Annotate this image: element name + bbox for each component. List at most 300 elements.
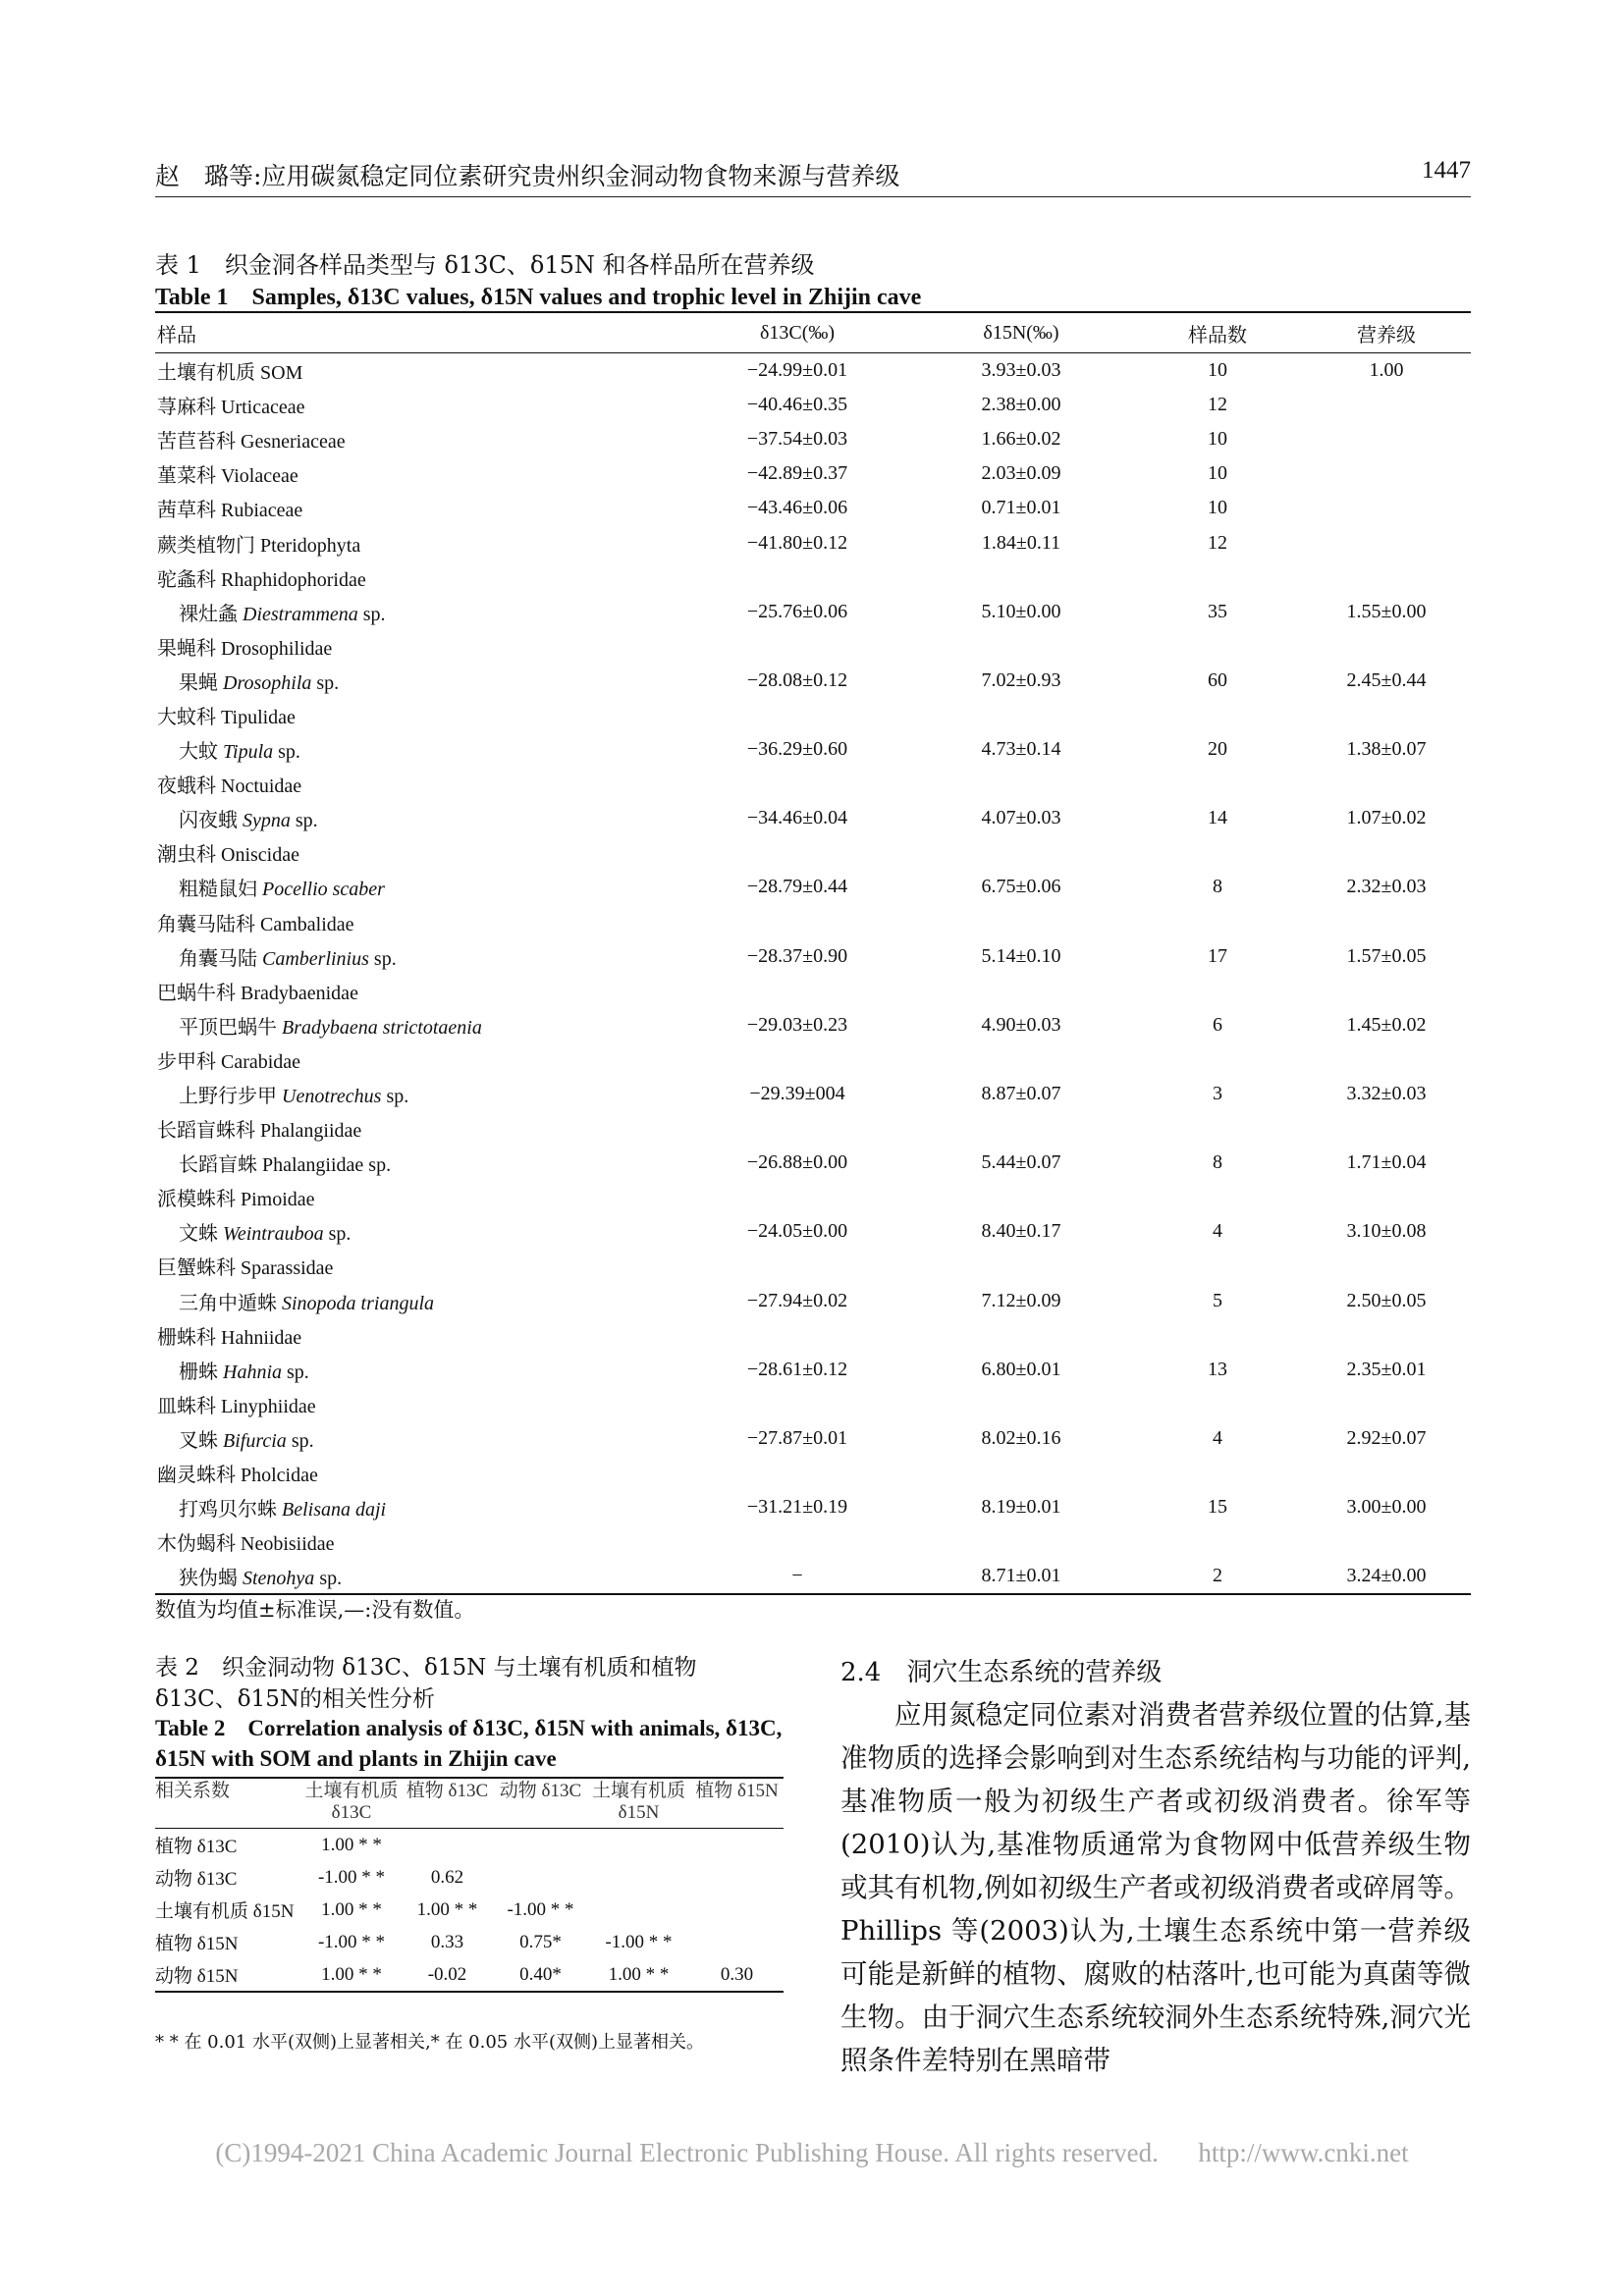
table2-caption-cn: 表 2 织金洞动物 δ13C、δ15N 与土壤有机质和植物 δ13C、δ15N的相关性分析 — [155, 1655, 697, 1712]
table1-d13c-cell — [685, 974, 909, 1008]
table2-value-cell — [690, 1894, 784, 1926]
table1-sample-cell — [155, 1318, 685, 1353]
sample-name: 果蝇 — [179, 671, 223, 694]
table1-trophic-cell: 1.00 — [1369, 359, 1404, 382]
table1-d15n-cell — [909, 561, 1133, 595]
table2-row — [155, 1829, 784, 1862]
table1-sample-cell — [155, 595, 685, 629]
table1-row — [155, 561, 1471, 595]
table1-d13c-cell — [685, 905, 909, 939]
table1-col-d15n: δ15N(‰) — [983, 321, 1059, 344]
table1-count-cell: 8 — [1213, 876, 1222, 898]
table1-d13c-cell: −36.29±0.60 — [746, 738, 848, 761]
table1-d13c-cell — [685, 629, 909, 664]
sample-name: 夜蛾科 Noctuidae — [157, 775, 302, 798]
table1-count-cell: 10 — [1208, 428, 1227, 451]
table1-d15n-cell — [909, 1318, 1133, 1353]
table2-value-cell: 1.00 * * — [321, 1898, 382, 1920]
sample-name: 潮虫科 Oniscidae — [157, 844, 299, 867]
table1-sample-cell — [155, 767, 685, 801]
sample-name-suffix: sp. — [314, 1568, 343, 1590]
table1-d15n-cell: 8.19±0.01 — [981, 1496, 1061, 1519]
table1-trophic-cell — [1302, 767, 1471, 801]
table1-d15n-cell — [909, 1524, 1133, 1559]
sample-name: 栅蛛 — [179, 1361, 223, 1383]
table1-sample-cell — [155, 905, 685, 939]
table2-value-cell — [587, 1894, 690, 1926]
table1-col-d13c: δ13C(‰) — [759, 321, 836, 344]
table1-row — [155, 1456, 1471, 1490]
table1-d13c-cell: −28.37±0.90 — [746, 944, 848, 967]
table1-sample-cell — [155, 664, 685, 698]
table1-d13c-cell — [685, 1042, 909, 1077]
table2-row — [155, 1926, 784, 1958]
table1-d13c-cell: −29.03±0.23 — [746, 1013, 848, 1036]
table1-row — [155, 1524, 1471, 1559]
page-number: 1447 — [1422, 157, 1471, 184]
table1-sample-cell — [155, 1146, 685, 1180]
table1-row — [155, 1146, 1471, 1180]
table1-sample-cell — [155, 1180, 685, 1214]
sample-scientific-name: Drosophila — [223, 671, 312, 694]
table1-count-cell — [1133, 767, 1302, 801]
table1-row — [155, 767, 1471, 801]
table1-sample-cell — [155, 561, 685, 595]
table1-trophic-cell: 2.92±0.07 — [1346, 1426, 1427, 1449]
sample-scientific-name: Bifurcia — [223, 1429, 287, 1452]
table1-count-cell — [1133, 1111, 1302, 1146]
table2-value-cell — [401, 1829, 494, 1862]
table1-d15n-cell: 7.12±0.09 — [981, 1289, 1061, 1311]
table2-row — [155, 1958, 784, 1992]
table1-d13c-cell — [685, 1249, 909, 1283]
table1-row — [155, 1559, 1471, 1594]
table1-d13c-cell: −27.87±0.01 — [746, 1426, 848, 1449]
table1-d13c-cell — [685, 1180, 909, 1214]
table1-trophic-cell — [1302, 491, 1471, 525]
table1-trophic-cell: 2.32±0.03 — [1346, 876, 1427, 898]
sample-name: 步甲科 Carabidae — [157, 1050, 301, 1073]
table1-row — [155, 1318, 1471, 1353]
table1-d15n-cell: 8.87±0.07 — [981, 1083, 1061, 1105]
sample-name: 派模蛛科 Pimoidae — [157, 1189, 315, 1211]
table1-row — [155, 388, 1471, 422]
footer-url[interactable]: http://www.cnki.net — [1198, 2138, 1409, 2167]
sample-scientific-name: Diestrammena — [243, 603, 358, 625]
table1-d13c-cell: −31.21±0.19 — [746, 1496, 848, 1519]
table1-trophic-cell — [1302, 561, 1471, 595]
table1-count-cell — [1133, 1180, 1302, 1214]
table1-row — [155, 525, 1471, 560]
sample-scientific-name: Belisana daji — [282, 1499, 387, 1522]
table1-col-trophic: 营养级 — [1357, 324, 1416, 347]
table1-count-cell: 15 — [1208, 1496, 1227, 1519]
sample-name: 堇菜科 Violaceae — [157, 465, 298, 488]
table1-trophic-cell: 3.10±0.08 — [1346, 1220, 1427, 1243]
table2-value-cell — [587, 1829, 690, 1862]
table2-value-cell: 1.00 * * — [321, 1834, 382, 1855]
table2-value-cell: -1.00 * * — [317, 1931, 386, 1952]
table1-trophic-cell — [1302, 629, 1471, 664]
sample-name: 巨蟹蛛科 Sparassidae — [157, 1257, 334, 1280]
table2-value-cell: 1.00 * * — [321, 1963, 382, 1985]
sample-name: 大蚊 — [179, 741, 223, 764]
table1-trophic-cell: 2.50±0.05 — [1346, 1289, 1427, 1311]
table1-count-cell: 10 — [1208, 359, 1227, 382]
table1-d15n-cell: 6.80±0.01 — [981, 1358, 1061, 1380]
table1-d15n-cell — [909, 835, 1133, 870]
table1-trophic-cell — [1302, 1524, 1471, 1559]
table1-count-cell — [1133, 1387, 1302, 1421]
table1-sample-cell — [155, 939, 685, 974]
table2-value-cell: 0.62 — [430, 1866, 464, 1888]
table1-count-cell: 2 — [1213, 1565, 1222, 1587]
table1-count-cell — [1133, 1456, 1302, 1490]
table1-row — [155, 1353, 1471, 1387]
table1-d15n-cell: 3.93±0.03 — [981, 359, 1061, 382]
table2-row-label: 动物 δ13C — [155, 1869, 238, 1890]
table1-sample-cell — [155, 1249, 685, 1283]
table1-note: 数值为均值±标准误,—:没有数值。 — [155, 1598, 475, 1622]
table2-row-label: 植物 δ15N — [155, 1934, 239, 1954]
table1-sample-cell — [155, 1456, 685, 1490]
table1-sample-cell — [155, 1042, 685, 1077]
table1-d13c-cell: −28.79±0.44 — [746, 876, 848, 898]
table1-sample-cell — [155, 422, 685, 456]
sample-name: 裸灶螽 — [179, 603, 243, 625]
table2-col-plant-d15n: 植物 δ15N — [695, 1781, 779, 1801]
table1-sample-cell — [155, 1524, 685, 1559]
table1-d15n-cell: 6.75±0.06 — [981, 876, 1061, 898]
table2-value-cell — [690, 1829, 784, 1862]
table1-row — [155, 1490, 1471, 1524]
table1-header-row — [155, 312, 1471, 353]
footer-copyright: (C)1994-2021 China Academic Journal Electronic Publishing House. All rights reserved. — [215, 2138, 1159, 2167]
table1-trophic-cell — [1302, 456, 1471, 491]
sample-name: 大蚊科 Tipulidae — [157, 706, 296, 728]
table1-count-cell — [1133, 835, 1302, 870]
table1-trophic-cell: 3.00±0.00 — [1346, 1496, 1427, 1519]
table1-row — [155, 629, 1471, 664]
table1-d13c-cell — [685, 767, 909, 801]
table1-row — [155, 1249, 1471, 1283]
table1-d15n-cell — [909, 698, 1133, 732]
table1-trophic-cell — [1302, 1318, 1471, 1353]
table1-row — [155, 801, 1471, 835]
table1-trophic-cell: 1.57±0.05 — [1346, 944, 1427, 967]
table1-d15n-cell — [909, 1111, 1133, 1146]
table1-d13c-cell: −41.80±0.12 — [746, 531, 848, 554]
table1-sample-cell — [155, 353, 685, 389]
table1-sample-cell — [155, 835, 685, 870]
table1-row — [155, 974, 1471, 1008]
sample-name: 皿蛛科 Linyphiidae — [157, 1395, 316, 1417]
sample-scientific-name: Uenotrechus — [282, 1086, 382, 1108]
sample-scientific-name: Sypna — [243, 810, 291, 832]
table1-row — [155, 595, 1471, 629]
table1-d15n-cell — [909, 1042, 1133, 1077]
table1-count-cell — [1133, 1042, 1302, 1077]
table1-d15n-cell — [909, 905, 1133, 939]
table1-d13c-cell — [685, 1524, 909, 1559]
table1-row — [155, 1180, 1471, 1214]
sample-name: 驼螽科 Rhaphidophoridae — [157, 568, 366, 591]
table2-col-som-d13c: 土壤有机质 δ13C — [304, 1781, 399, 1823]
table1-trophic-cell — [1302, 974, 1471, 1008]
table1-trophic-cell — [1302, 698, 1471, 732]
table1-count-cell: 3 — [1213, 1083, 1222, 1105]
table1-d15n-cell: 8.71±0.01 — [981, 1565, 1061, 1587]
sample-scientific-name: Sinopoda triangula — [282, 1292, 435, 1314]
table1-sample-cell — [155, 629, 685, 664]
table1-col-sample: 样品 — [157, 324, 196, 347]
table2 — [155, 1777, 784, 1993]
table1-count-cell — [1133, 1318, 1302, 1353]
table1-d15n-cell — [909, 629, 1133, 664]
table1-count-cell — [1133, 905, 1302, 939]
table2-value-cell: 1.00 * * — [416, 1898, 478, 1920]
table2-header-row — [155, 1778, 784, 1829]
body-text — [840, 1693, 1471, 2082]
table2-row — [155, 1861, 784, 1894]
sample-name: 土壤有机质 SOM — [157, 362, 303, 385]
table1-sample-cell — [155, 1008, 685, 1042]
sample-name: 蕨类植物门 Pteridophyta — [157, 534, 361, 557]
sample-name: 幽灵蛛科 Pholcidae — [157, 1465, 318, 1487]
table1-d15n-cell — [909, 1456, 1133, 1490]
table2-value-cell: -0.02 — [427, 1963, 467, 1985]
table1-trophic-cell — [1302, 1249, 1471, 1283]
table1-row — [155, 422, 1471, 456]
table1-count-cell — [1133, 974, 1302, 1008]
table1-sample-cell — [155, 491, 685, 525]
table1-row — [155, 905, 1471, 939]
table1-row — [155, 698, 1471, 732]
table1-d15n-cell: 5.14±0.10 — [981, 944, 1061, 967]
table1-sample-cell — [155, 801, 685, 835]
sample-scientific-name: Weintrauboa — [223, 1223, 324, 1246]
table2-caption-en: Table 2 Correlation analysis of δ13C, δ15N with animals, δ13C, δ15N with SOM and plants in Zhijin cave — [155, 1716, 783, 1771]
table1-count-cell: 5 — [1213, 1289, 1222, 1311]
table1-d13c-cell — [685, 835, 909, 870]
sample-name: 苦苣苔科 Gesneriaceae — [157, 431, 346, 454]
footer — [0, 2138, 1624, 2168]
sample-name-suffix: sp. — [311, 671, 340, 694]
table1-count-cell: 4 — [1213, 1220, 1222, 1243]
table1-count-cell: 4 — [1213, 1426, 1222, 1449]
table1-d13c-cell — [685, 1318, 909, 1353]
table1-d13c-cell: −27.94±0.02 — [746, 1289, 848, 1311]
table1-d15n-cell: 5.10±0.00 — [981, 600, 1061, 622]
table2-body — [155, 1829, 784, 1993]
table1-d13c-cell — [685, 1111, 909, 1146]
table2-row-label: 土壤有机质 δ15N — [155, 1901, 295, 1922]
sample-scientific-name: Bradybaena strictotaenia — [282, 1016, 482, 1039]
table2-value-cell: 0.33 — [430, 1931, 464, 1952]
sample-name-suffix: sp. — [282, 1361, 309, 1383]
table1-d13c-cell: −25.76±0.06 — [746, 600, 848, 622]
table2-value-cell — [494, 1829, 587, 1862]
table1-sample-cell — [155, 1490, 685, 1524]
table1-row — [155, 664, 1471, 698]
sample-name: 果蝇科 Drosophilidae — [157, 637, 333, 660]
table1-sample-cell — [155, 388, 685, 422]
table1-caption-cn: 表 1 织金洞各样品类型与 δ13C、δ15N 和各样品所在营养级 — [155, 251, 815, 279]
sample-scientific-name: Tipula — [223, 741, 274, 764]
table1-trophic-cell: 1.45±0.02 — [1346, 1013, 1427, 1036]
table1-count-cell — [1133, 629, 1302, 664]
table1-sample-cell — [155, 525, 685, 560]
table1-row — [155, 835, 1471, 870]
table1-count-cell — [1133, 561, 1302, 595]
table1-count-cell: 12 — [1208, 531, 1227, 554]
table1-row — [155, 1111, 1471, 1146]
body-paragraph: 应用氮稳定同位素对消费者营养级位置的估算,基准物质的选择会影响到对生态系统结构与功能的评判,基准物质一般为初级生产者或初级消费者。徐军等(2010)认为,基准物质通常为食物网中低营养级生物或其有机物,例如初级生产者或初级消费者或碎屑等。Phillips 等(2003)认为,土壤生态系统中第一营养级可能是新鲜的植物、腐败的枯落叶,也可能为真菌等微生物。由于洞穴生态系统较洞外生态系统特殊,洞穴光照条件差特别在黑暗带 — [840, 1699, 1471, 2076]
table1-trophic-cell: 3.24±0.00 — [1346, 1565, 1427, 1587]
sample-name: 三角中遁蛛 — [179, 1292, 282, 1314]
sample-name-suffix: sp. — [273, 741, 300, 764]
sample-name: 栅蛛科 Hahniidae — [157, 1326, 302, 1349]
table1-col-count: 样品数 — [1188, 324, 1247, 347]
table1-sample-cell — [155, 1214, 685, 1249]
table1 — [155, 311, 1471, 1595]
section-heading: 2.4 洞穴生态系统的营养级 — [840, 1658, 1163, 1687]
table1-d13c-cell: −24.05±0.00 — [746, 1220, 848, 1243]
table1-d15n-cell: 7.02±0.93 — [981, 668, 1061, 691]
table1-row — [155, 1214, 1471, 1249]
sample-scientific-name: Stenohya — [243, 1568, 315, 1590]
table1-count-cell: 14 — [1208, 807, 1227, 829]
table2-value-cell: 0.40* — [519, 1963, 562, 1985]
table1-trophic-cell — [1302, 1180, 1471, 1214]
sample-name: 上野行步甲 — [179, 1086, 282, 1108]
table1-trophic-cell — [1302, 1042, 1471, 1077]
table1-d13c-cell: − — [791, 1565, 803, 1587]
table1-count-cell: 12 — [1208, 394, 1227, 416]
table1-trophic-cell: 2.45±0.44 — [1346, 668, 1427, 691]
table1-count-cell: 10 — [1208, 462, 1227, 485]
sample-name: 平顶巴蜗牛 — [179, 1016, 282, 1039]
table1-row — [155, 939, 1471, 974]
table1-sample-cell — [155, 1353, 685, 1387]
table1-d15n-cell: 4.90±0.03 — [981, 1013, 1061, 1036]
table1-count-cell: 35 — [1208, 600, 1227, 622]
table1-count-cell — [1133, 698, 1302, 732]
sample-name: 角囊马陆科 Cambalidae — [157, 913, 354, 935]
table2-value-cell: -1.00 * * — [605, 1931, 673, 1952]
table1-count-cell — [1133, 1524, 1302, 1559]
sample-name: 长蹈盲蛛 Phalangiidae sp. — [179, 1154, 392, 1177]
sample-name-suffix: sp. — [286, 1429, 314, 1452]
sample-scientific-name: Pocellio scaber — [262, 879, 385, 901]
table1-trophic-cell: 3.32±0.03 — [1346, 1083, 1427, 1105]
table1-count-cell: 6 — [1213, 1013, 1222, 1036]
table1-sample-cell — [155, 456, 685, 491]
table1-d13c-cell — [685, 561, 909, 595]
table1-count-cell: 13 — [1208, 1358, 1227, 1380]
sample-name: 巴蜗牛科 Bradybaenidae — [157, 982, 358, 1004]
table2-value-cell: -1.00 * * — [317, 1866, 386, 1888]
sample-name: 角囊马陆 — [179, 947, 262, 970]
running-title: 赵 璐等:应用碳氮稳定同位素研究贵州织金洞动物食物来源与营养级 — [155, 162, 900, 190]
sample-name: 茜草科 Rubiaceae — [157, 500, 303, 522]
table1-trophic-cell: 2.35±0.01 — [1346, 1358, 1427, 1380]
table1-trophic-cell — [1302, 525, 1471, 560]
table1-sample-cell — [155, 870, 685, 904]
table1-d13c-cell: −43.46±0.06 — [746, 497, 848, 519]
table2-row — [155, 1894, 784, 1926]
table1-d13c-cell: −42.89±0.37 — [746, 462, 848, 485]
sample-name: 木伪蝎科 Neobisiidae — [157, 1533, 335, 1556]
table1-d15n-cell: 2.03±0.09 — [981, 462, 1061, 485]
table1-sample-cell — [155, 1559, 685, 1594]
table1-sample-cell — [155, 1387, 685, 1421]
table1-d13c-cell: −40.46±0.35 — [746, 394, 848, 416]
sample-name: 狭伪蝎 — [179, 1568, 243, 1590]
table1-row — [155, 732, 1471, 767]
sample-name: 文蛛 — [179, 1223, 223, 1246]
table1-d15n-cell: 1.66±0.02 — [981, 428, 1061, 451]
table1-d15n-cell — [909, 974, 1133, 1008]
sample-name-suffix: sp. — [381, 1086, 409, 1108]
table1-d15n-cell: 1.84±0.11 — [981, 531, 1061, 554]
table1-trophic-cell: 1.38±0.07 — [1346, 738, 1427, 761]
table1-sample-cell — [155, 1111, 685, 1146]
table1-d15n-cell: 8.02±0.16 — [981, 1426, 1061, 1449]
table1-trophic-cell — [1302, 1111, 1471, 1146]
table1-count-cell: 10 — [1208, 497, 1227, 519]
table1-sample-cell — [155, 1077, 685, 1111]
table1-d13c-cell — [685, 1456, 909, 1490]
table2-row-label: 植物 δ13C — [155, 1837, 238, 1857]
table2-value-cell — [587, 1861, 690, 1894]
sample-scientific-name: Camberlinius — [262, 947, 369, 970]
table1-d13c-cell: −28.61±0.12 — [746, 1358, 848, 1380]
table1-d13c-cell: −28.08±0.12 — [746, 668, 848, 691]
table1-row — [155, 1387, 1471, 1421]
table2-col-animal-d13c: 动物 δ13C — [499, 1781, 582, 1801]
table1-trophic-cell — [1302, 1456, 1471, 1490]
table1-count-cell: 8 — [1213, 1151, 1222, 1174]
table1-row — [155, 353, 1471, 389]
table1-sample-cell — [155, 698, 685, 732]
table1-d13c-cell — [685, 1387, 909, 1421]
sample-name: 粗糙鼠妇 — [179, 879, 262, 901]
table1-trophic-cell — [1302, 835, 1471, 870]
table1-d15n-cell: 2.38±0.00 — [981, 394, 1061, 416]
table2-value-cell — [494, 1861, 587, 1894]
table1-row — [155, 456, 1471, 491]
sample-name-suffix: sp. — [290, 810, 318, 832]
table1-caption-en: Table 1 Samples, δ13C values, δ15N values and trophic level in Zhijin cave — [155, 285, 922, 310]
table1-row — [155, 1421, 1471, 1456]
table1-d13c-cell — [685, 698, 909, 732]
sample-name: 叉蛛 — [179, 1429, 223, 1452]
table1-trophic-cell: 1.07±0.02 — [1346, 807, 1427, 829]
table1-trophic-cell — [1302, 422, 1471, 456]
table1-d13c-cell: −37.54±0.03 — [746, 428, 848, 451]
table2-col-label: 相关系数 — [155, 1781, 231, 1801]
table2-value-cell — [690, 1861, 784, 1894]
table1-trophic-cell: 1.71±0.04 — [1346, 1151, 1427, 1174]
sample-name: 荨麻科 Urticaceae — [157, 397, 305, 419]
running-header — [155, 157, 1471, 197]
table1-d15n-cell: 4.07±0.03 — [981, 807, 1061, 829]
table1-count-cell — [1133, 1249, 1302, 1283]
table1-d15n-cell — [909, 1180, 1133, 1214]
table2-value-cell: 1.00 * * — [608, 1963, 670, 1985]
table1-body — [155, 353, 1471, 1595]
